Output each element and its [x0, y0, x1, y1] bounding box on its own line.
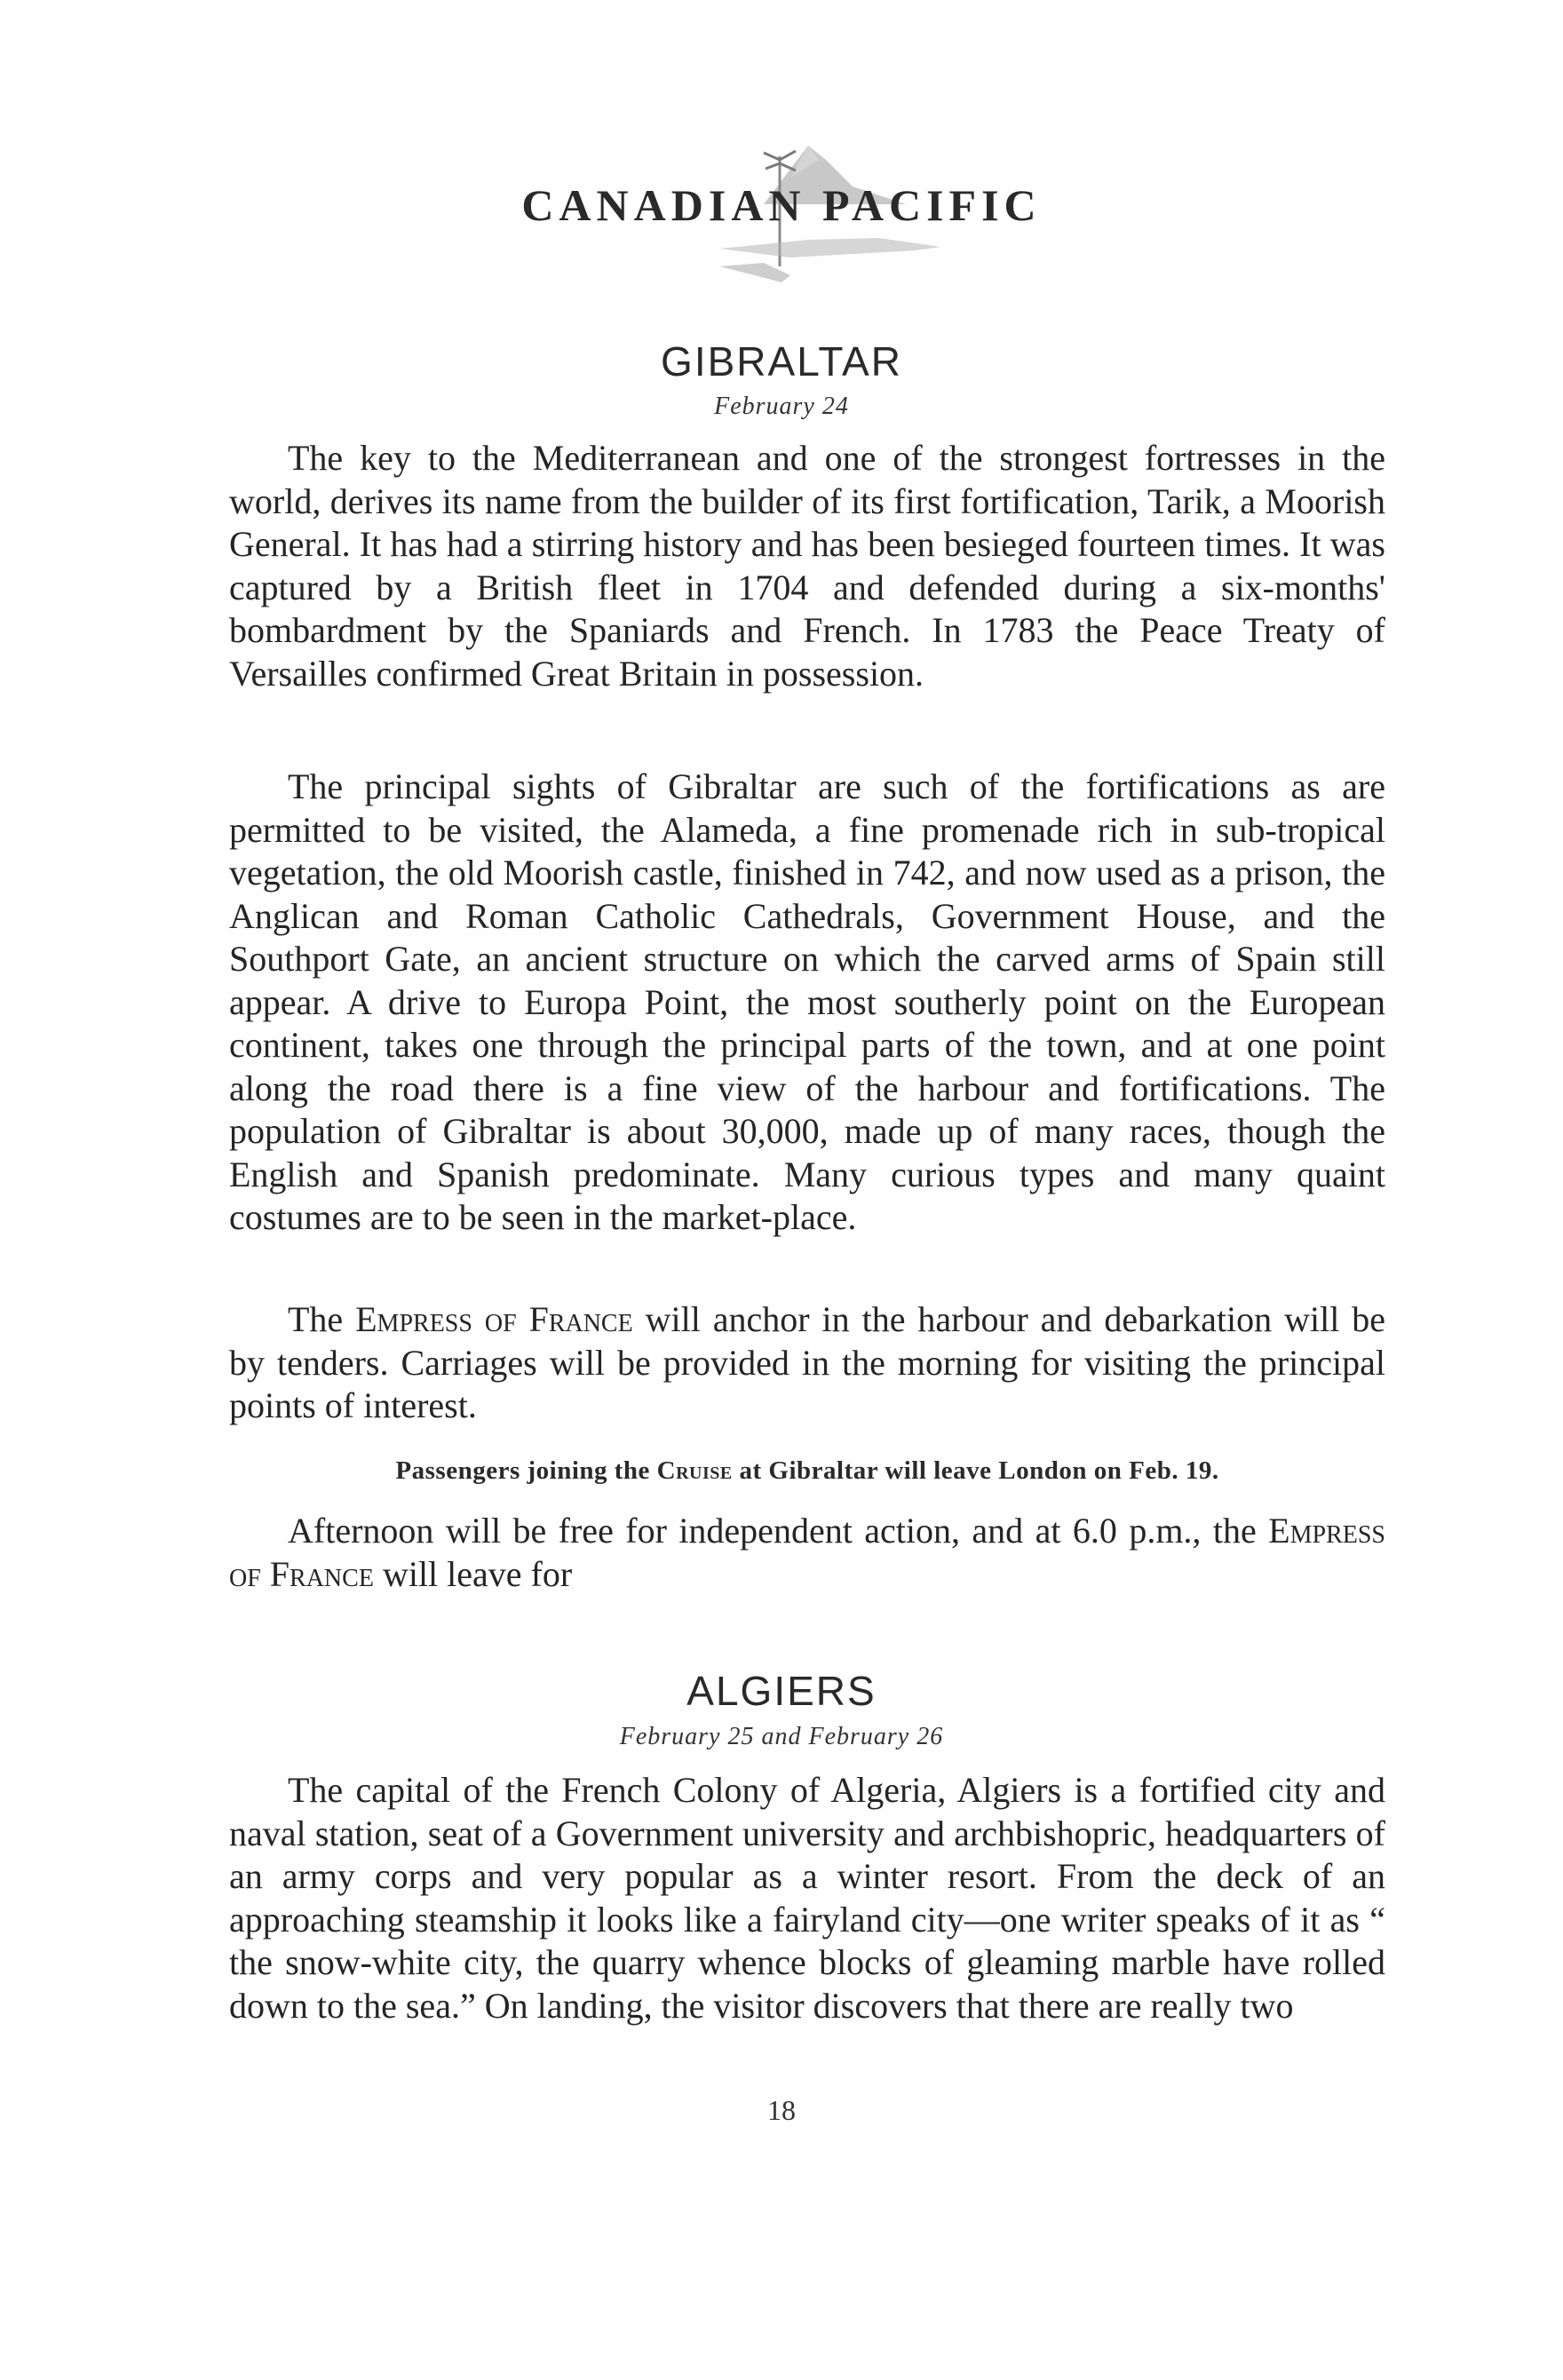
cruise-word: Cruise	[656, 1456, 733, 1485]
passenger-notice	[229, 1456, 1385, 1486]
gibraltar-paragraph-2: The principal sights of Gibraltar are such of the fortifications as are permitted to be visited, the Alameda, a fine promenade rich in sub-tropical vegetation, the old Moorish castle, finished in 742, and now used as a prison, the Anglican and Roman Catholic Cathedrals, Government House, and the Southport Gate, an ancient structure on which the carved arms of Spain still appear. A drive to Europa Point, the most southerly point on the European continent, takes one through the principal parts of the town, and at one point along the road there is a fine view of the harbour and fortifications. The population of Gibraltar is about 30,000, made up of many races, though the English and Spanish predominate. Many curious types and many quaint costumes are to be seen in the market-place.	[229, 766, 1385, 1237]
text-run: will leave for	[373, 1553, 573, 1594]
text-run: Passengers joining the	[395, 1456, 657, 1485]
text-run: at Gibraltar will leave London on Feb. 19.	[732, 1456, 1219, 1485]
page-number: 18	[767, 2094, 796, 2126]
text-run: The	[288, 1299, 356, 1339]
gibraltar-paragraph-3	[229, 1298, 1385, 1428]
gibraltar-heading: GIBRALTAR	[661, 338, 902, 385]
algiers-heading: ALGIERS	[686, 1668, 877, 1714]
algiers-date: February 25 and February 26	[619, 1723, 944, 1750]
ship-name: Empress of France	[355, 1299, 633, 1339]
header	[497, 133, 1066, 293]
gibraltar-paragraph-1: The key to the Mediterranean and one of the strongest fortresses in the world, derives its name from the builder of its first fortification, Tarik, a Moorish General. It has had a stirring history and has been besieged fourteen times. It was captured by a British fleet in 1704 and defended during a six-months' bombardment by the Spaniards and French. In 1783 the Peace Treaty of Versailles confirmed Great Britain in possession.	[229, 438, 1385, 694]
gibraltar-date: February 24	[714, 393, 849, 420]
gibraltar-paragraph-4	[229, 1510, 1385, 1596]
algiers-paragraph-1: The capital of the French Colony of Algeria, Algiers is a fortified city and naval station, seat of a Government university and archbishopric, headquarters of an army corps and very popular as a winter resort. From the deck of an approaching steamship it looks like a fairyland city—one writer speaks of it as “ the snow-white city, the quarry whence blocks of gleaming marble have rolled down to the sea.” On landing, the visitor discovers that there are really two	[229, 1770, 1385, 2026]
ship-name: Empress of France	[229, 1511, 1385, 1594]
header-title: CANADIAN PACIFIC	[521, 180, 1042, 230]
text-run: will anchor in the harbour and debarkation will be by tenders. Carriages will be provided in the morning for visiting the principal points of interest.	[229, 1299, 1385, 1425]
text-run: Afternoon will be free for independent action, and at 6.0 p.m., the	[288, 1511, 1269, 1551]
